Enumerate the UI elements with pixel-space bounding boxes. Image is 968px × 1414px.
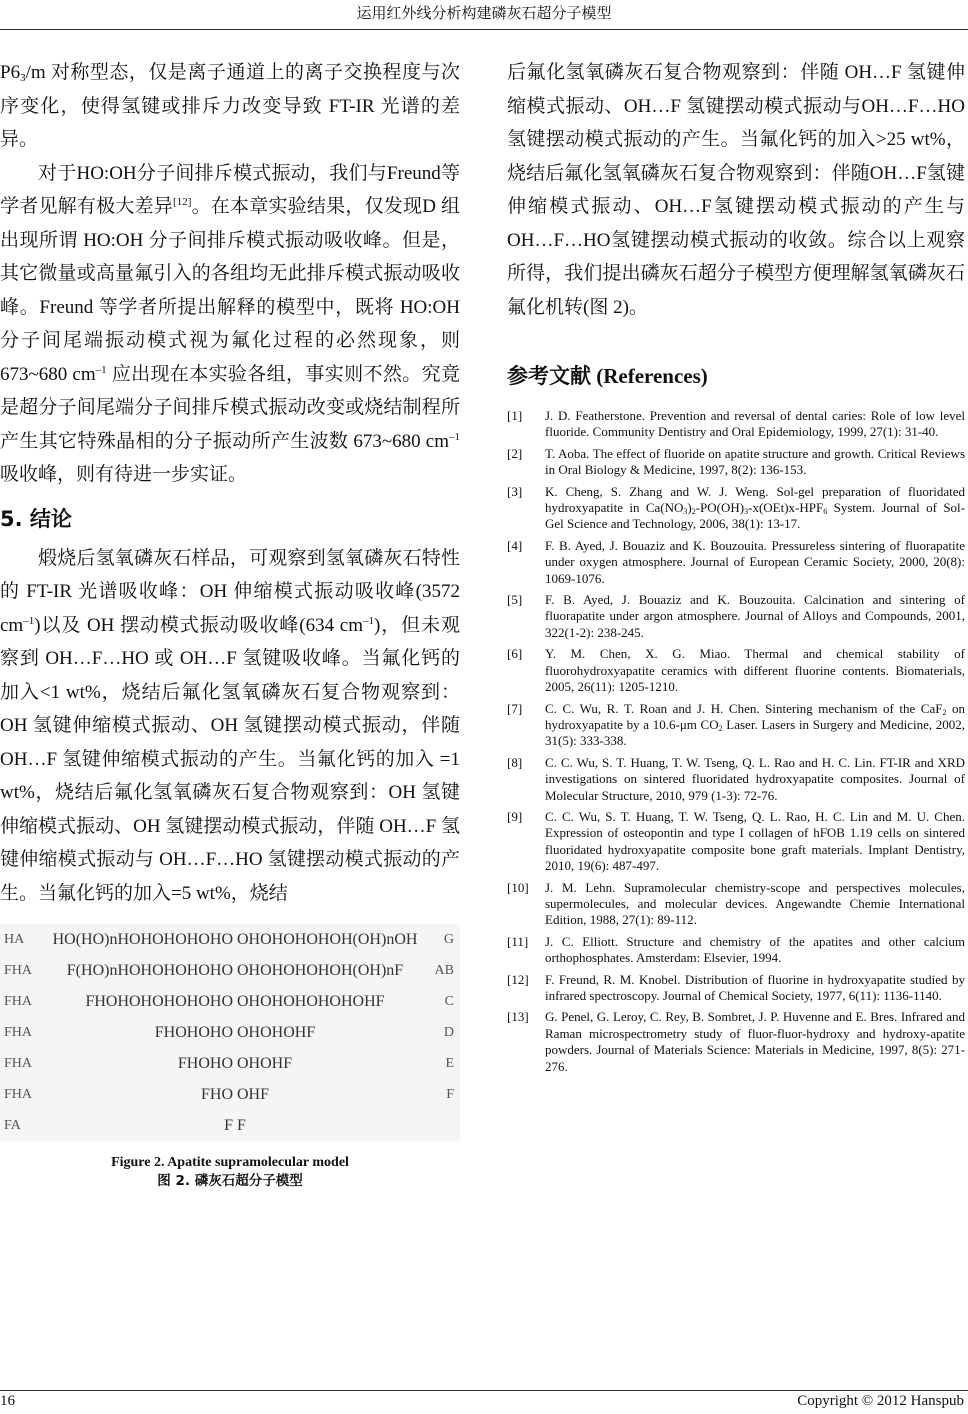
reference-number: [13] [507, 1009, 529, 1025]
text-run: J. D. Featherstone. Prevention and reversal of dental caries: Role of low level fluoride. Community Dentistry and Oral Epidemiology, 1999, 27(1): 31-40. [545, 408, 965, 440]
figure-row [0, 924, 460, 955]
text-run: J. C. Elliott. Structure and chemistry of the apatites and other calcium orthophosphates. Amsterdam: Elsevier, 1994. [545, 933, 965, 966]
text-run: )，但未观察到 OH…F…HO 或 OH…F 氢键吸收峰。当氟化钙的加入<1 wt%，烧结后氟化氢氧磷灰石复合物观察到：OH 氢键伸缩模式振动、OH 氢键摆动模式振动，伴随 OH…F 氢键伸缩模式振动的产生。当氟化钙的加入 =1 wt%，烧结后氟化氢氧磷灰石复合物观察到：OH 氢键伸缩模式振动、OH 氢键摆动模式振动，伴随 OH…F 氢键伸缩模式振动与 OH…F…HO 氢键摆动模式振动的产生。当氟化钙的加入=5 wt%，烧结 [0, 614, 461, 904]
reference-text [545, 880, 965, 929]
reference-item [507, 446, 965, 479]
apatite-label: FHA [4, 1056, 33, 1071]
ion-chain: F F [224, 1117, 246, 1134]
reference-number: [11] [507, 933, 529, 949]
conclusion-paragraph [0, 542, 460, 911]
references-list [507, 408, 965, 1080]
text-run: 吸收峰，则有待进一步实证。 [0, 464, 248, 485]
reference-number: [4] [507, 537, 523, 553]
text-run: 对于HO:OH分子间排斥模式振动，我们与Freund等学者见解有极大差异 [0, 162, 460, 217]
reference-number: [6] [507, 646, 523, 662]
reference-item [507, 972, 965, 1005]
figure-row [0, 955, 460, 986]
right-column [507, 56, 965, 324]
reference-item [507, 880, 965, 929]
reference-number: [9] [507, 808, 523, 824]
text-run: System. Journal of Sol-Gel Science and Technology, 2006, 38(1): 13-17. [545, 500, 965, 532]
text-run: Laser. Lasers in Surgery and Medicine, 2002, 31(5): 333-338. [545, 716, 965, 749]
reference-text [545, 755, 965, 804]
figure-row [0, 1079, 460, 1110]
figure-row [0, 986, 460, 1017]
sup-text: –1 [363, 614, 375, 627]
apatite-label: FHA [4, 994, 33, 1009]
text-run: F. B. Ayed, J. Bouaziz and K. Bouzouita. Pressureless sintering of fluorapatite under oxygen atmosphere. Journal of European Ceramic Society, 2000, 20(8): 1069-1076. [545, 537, 965, 586]
copyright: Copyright © 2012 Hanspub [797, 1393, 964, 1409]
text-run: F. B. Ayed, J. Bouaziz and K. Bouzouita. Calcination and sintering of fluorapatite under argon atmosphere. Journal of Alloys and Compounds, 2001, 322(1-2): 238-245. [545, 592, 965, 640]
text-run: -x(OEt)x-HPF [748, 500, 824, 516]
page-number: 16 [0, 1393, 15, 1409]
group-label: E [445, 1056, 454, 1071]
text-run: ) [687, 500, 692, 516]
paragraph [0, 157, 460, 492]
text-run: on hydroxyapatite by a 10.6-μm CO [545, 700, 965, 732]
text-run: -PO(OH) [695, 500, 745, 516]
sup-text: –1 [449, 430, 460, 443]
reference-item [507, 538, 965, 587]
ion-chain: FHO OHF [200, 1086, 269, 1103]
reference-text [545, 1009, 965, 1075]
text-run: 应出现在本实验各组，事实则不然。究竟是超分子间尾端分子间排斥模式振动改变或烧结制程所产生其它特殊晶相的分子振动所产生波数 673~680 cm [0, 363, 460, 452]
reference-text [545, 701, 965, 750]
text-run: G. Penel, G. Leroy, C. Rey, B. Sombret, J. P. Huvenne and E. Bres. Infrared and Raman microspectrometry study of fluor-fluor-hydroxy and hydroxy-apatite powders. Journal of Materials Science: Materials in Medicine, 1997, 8(5): 271-276. [545, 1009, 965, 1074]
reference-text [545, 592, 965, 641]
sub-text: 2 [691, 507, 696, 517]
apatite-label: FA [4, 1118, 21, 1133]
apatite-label: FHA [4, 1025, 33, 1040]
figure-row [0, 1017, 460, 1048]
reference-number: [10] [507, 879, 529, 895]
references-heading: 参考文献 (References) [507, 364, 708, 388]
paragraph [0, 56, 460, 157]
figure-caption-zh: 图 2. 磷灰石超分子模型 [157, 1173, 303, 1189]
reference-number: [7] [507, 700, 523, 716]
reference-item [507, 1009, 965, 1075]
text-run: /m 对称型态，仅是离子通道上的离子交换程度与次序变化，使得氢键或排斥力改变导致 FT-IR 光谱的差异。 [0, 62, 460, 150]
sub-text: 3 [20, 72, 26, 84]
reference-text [545, 538, 965, 587]
reference-item [507, 484, 965, 533]
text-run: T. Aoba. The effect of fluoride on apatite structure and growth. Critical Reviews in Oral Biology & Medicine, 1997, 8(2): 136-153. [545, 445, 965, 478]
text-run: 煅烧后氢氧磷灰石样品，可观察到氢氧磷灰石特性的 FT-IR 光谱吸收峰：OH 伸缩模式振动吸收峰(3572 cm [0, 547, 460, 636]
reference-number: [5] [507, 592, 523, 608]
apatite-label: HA [4, 932, 25, 947]
reference-text [545, 408, 965, 441]
text-run: J. M. Lehn. Supramolecular chemistry-scope and perspectives molecules, supermolecules, and molecular devices. Angewandte Chemie International Edition, 1988, 27(1): 89-112. [545, 879, 965, 928]
reference-number: [3] [507, 483, 523, 499]
footer-divider [0, 1390, 968, 1391]
reference-item [507, 646, 965, 695]
reference-text [545, 934, 965, 967]
reference-text [545, 646, 965, 695]
group-label: D [443, 1025, 454, 1040]
reference-item [507, 934, 965, 967]
apatite-label: FHA [4, 1087, 33, 1102]
sub-text: 2 [942, 707, 947, 717]
reference-text [545, 446, 965, 479]
text-run: C. C. Wu, S. T. Huang, T. W. Tseng, Q. L. Rao and H. C. Lin. FT-IR and XRD investigations on sintered fluoridated hydroxyapatite composites. Journal of Molecular Structure, 2010, 979 (1-3): 72-76. [545, 754, 965, 803]
group-label: F [446, 1087, 454, 1102]
figure-supramolecular-model [0, 924, 460, 1141]
group-label: AB [434, 963, 454, 978]
reference-item [507, 408, 965, 441]
sub-text: 2 [718, 723, 723, 733]
text-run: F. Freund, R. M. Knobel. Distribution of fluorine in hydroxyapatite studied by infrared spectroscopy. Journal of Chemical Society, 1977, 6(11): 1136-1140. [545, 971, 965, 1003]
reference-text [545, 972, 965, 1005]
sub-text: 3 [683, 507, 688, 517]
ion-chain: FHOHOHO OHOHOHF [154, 1024, 316, 1041]
text-run: Y. M. Chen, X. G. Miao. Thermal and chemical stability of fluorohydroxyapatite ceramics with different fluorine contents. Biomaterials, 2005, 26(11): 1205-1210. [545, 646, 965, 695]
sup-text: [12] [173, 196, 192, 208]
text-run: K. Cheng, S. Zhang and W. J. Weng. Sol-gel preparation of fluoridated hydroxyapatite in Ca(NO [545, 483, 965, 516]
figure-row [0, 1110, 460, 1141]
sub-text: 6 [823, 507, 828, 517]
reference-item [507, 809, 965, 875]
reference-text [545, 484, 965, 533]
reference-item [507, 701, 965, 750]
text-run: 。在本章实验结果，仅发现D 组出现所谓 HO:OH 分子间排斥模式振动吸收峰。但是，其它微量或高量氟引入的各组均无此排斥模式振动吸收峰。Freund 等学者所提出解释的模型中，既将 HO:OH 分子间尾端振动模式视为氟化过程的必然现象，则 673~680 cm [0, 196, 460, 385]
running-header: 运用红外线分析构建磷灰石超分子模型 [356, 6, 612, 22]
apatite-label: FHA [4, 963, 33, 978]
text-run: 后氟化氢氧磷灰石复合物观察到：伴随 OH…F 氢键伸缩模式振动、OH…F 氢键摆动模式振动与OH…F…HO 氢键摆动模式振动的产生。当氟化钙的加入>25 wt%，烧结后氟化氢氧磷灰石复合物观察到：伴随OH…F氢键伸缩模式振动、OH…F氢键摆动模式振动的产生与OH…F…HO氢键摆动模式振动的收敛。综合以上观察所得，我们提出磷灰石超分子模型方便理解氢氧磷灰石氟化机转(图 2)。 [507, 62, 965, 318]
figure-row [0, 1048, 460, 1079]
left-column [0, 56, 460, 1191]
reference-number: [8] [507, 754, 523, 770]
sub-text: 3 [744, 507, 749, 517]
paragraph [0, 542, 460, 911]
ion-chain: FHOHO OHOHF [177, 1055, 293, 1072]
left-paragraphs [0, 56, 460, 492]
text-run: P6 [0, 62, 21, 83]
header-divider [0, 29, 968, 30]
reference-item [507, 755, 965, 804]
text-run: C. C. Wu, R. T. Roan and J. H. Chen. Sintering mechanism of the CaF [545, 700, 943, 716]
text-run: C. C. Wu, S. T. Huang, T. W. Tseng, Q. L. Rao, H. C. Lin and M. U. Chen. Expression of osteopontin and type I collagen of hFOB 1.19 cells on sintered fluoridated hydroxyapatite composite bone graft materials. Implant Dentistry, 2010, 19(6): 487-497. [545, 808, 965, 874]
section-heading-conclusion: 5. 结论 [0, 506, 72, 531]
ion-chain: HO(HO)nHOHOHOHOHO OHOHOHOHOH(OH)nOH [52, 931, 418, 948]
reference-number: [12] [507, 971, 529, 987]
right-paragraphs [507, 56, 965, 324]
sup-text: –1 [95, 363, 107, 376]
reference-text [545, 809, 965, 875]
group-label: G [443, 932, 454, 947]
figure-caption-en: Figure 2. Apatite supramolecular model [111, 1155, 349, 1170]
group-label: C [444, 994, 454, 1009]
reference-item [507, 592, 965, 641]
ion-chain: FHOHOHOHOHOHO OHOHOHOHOHOHF [85, 993, 385, 1010]
paragraph [507, 56, 965, 324]
ion-chain: F(HO)nHOHOHOHOHO OHOHOHOHOH(OH)nF [66, 962, 404, 979]
reference-number: [2] [507, 445, 523, 461]
text-run: )以及 OH 摆动模式振动吸收峰(634 cm [34, 614, 364, 636]
sup-text: –1 [23, 614, 35, 627]
reference-number: [1] [507, 408, 523, 423]
